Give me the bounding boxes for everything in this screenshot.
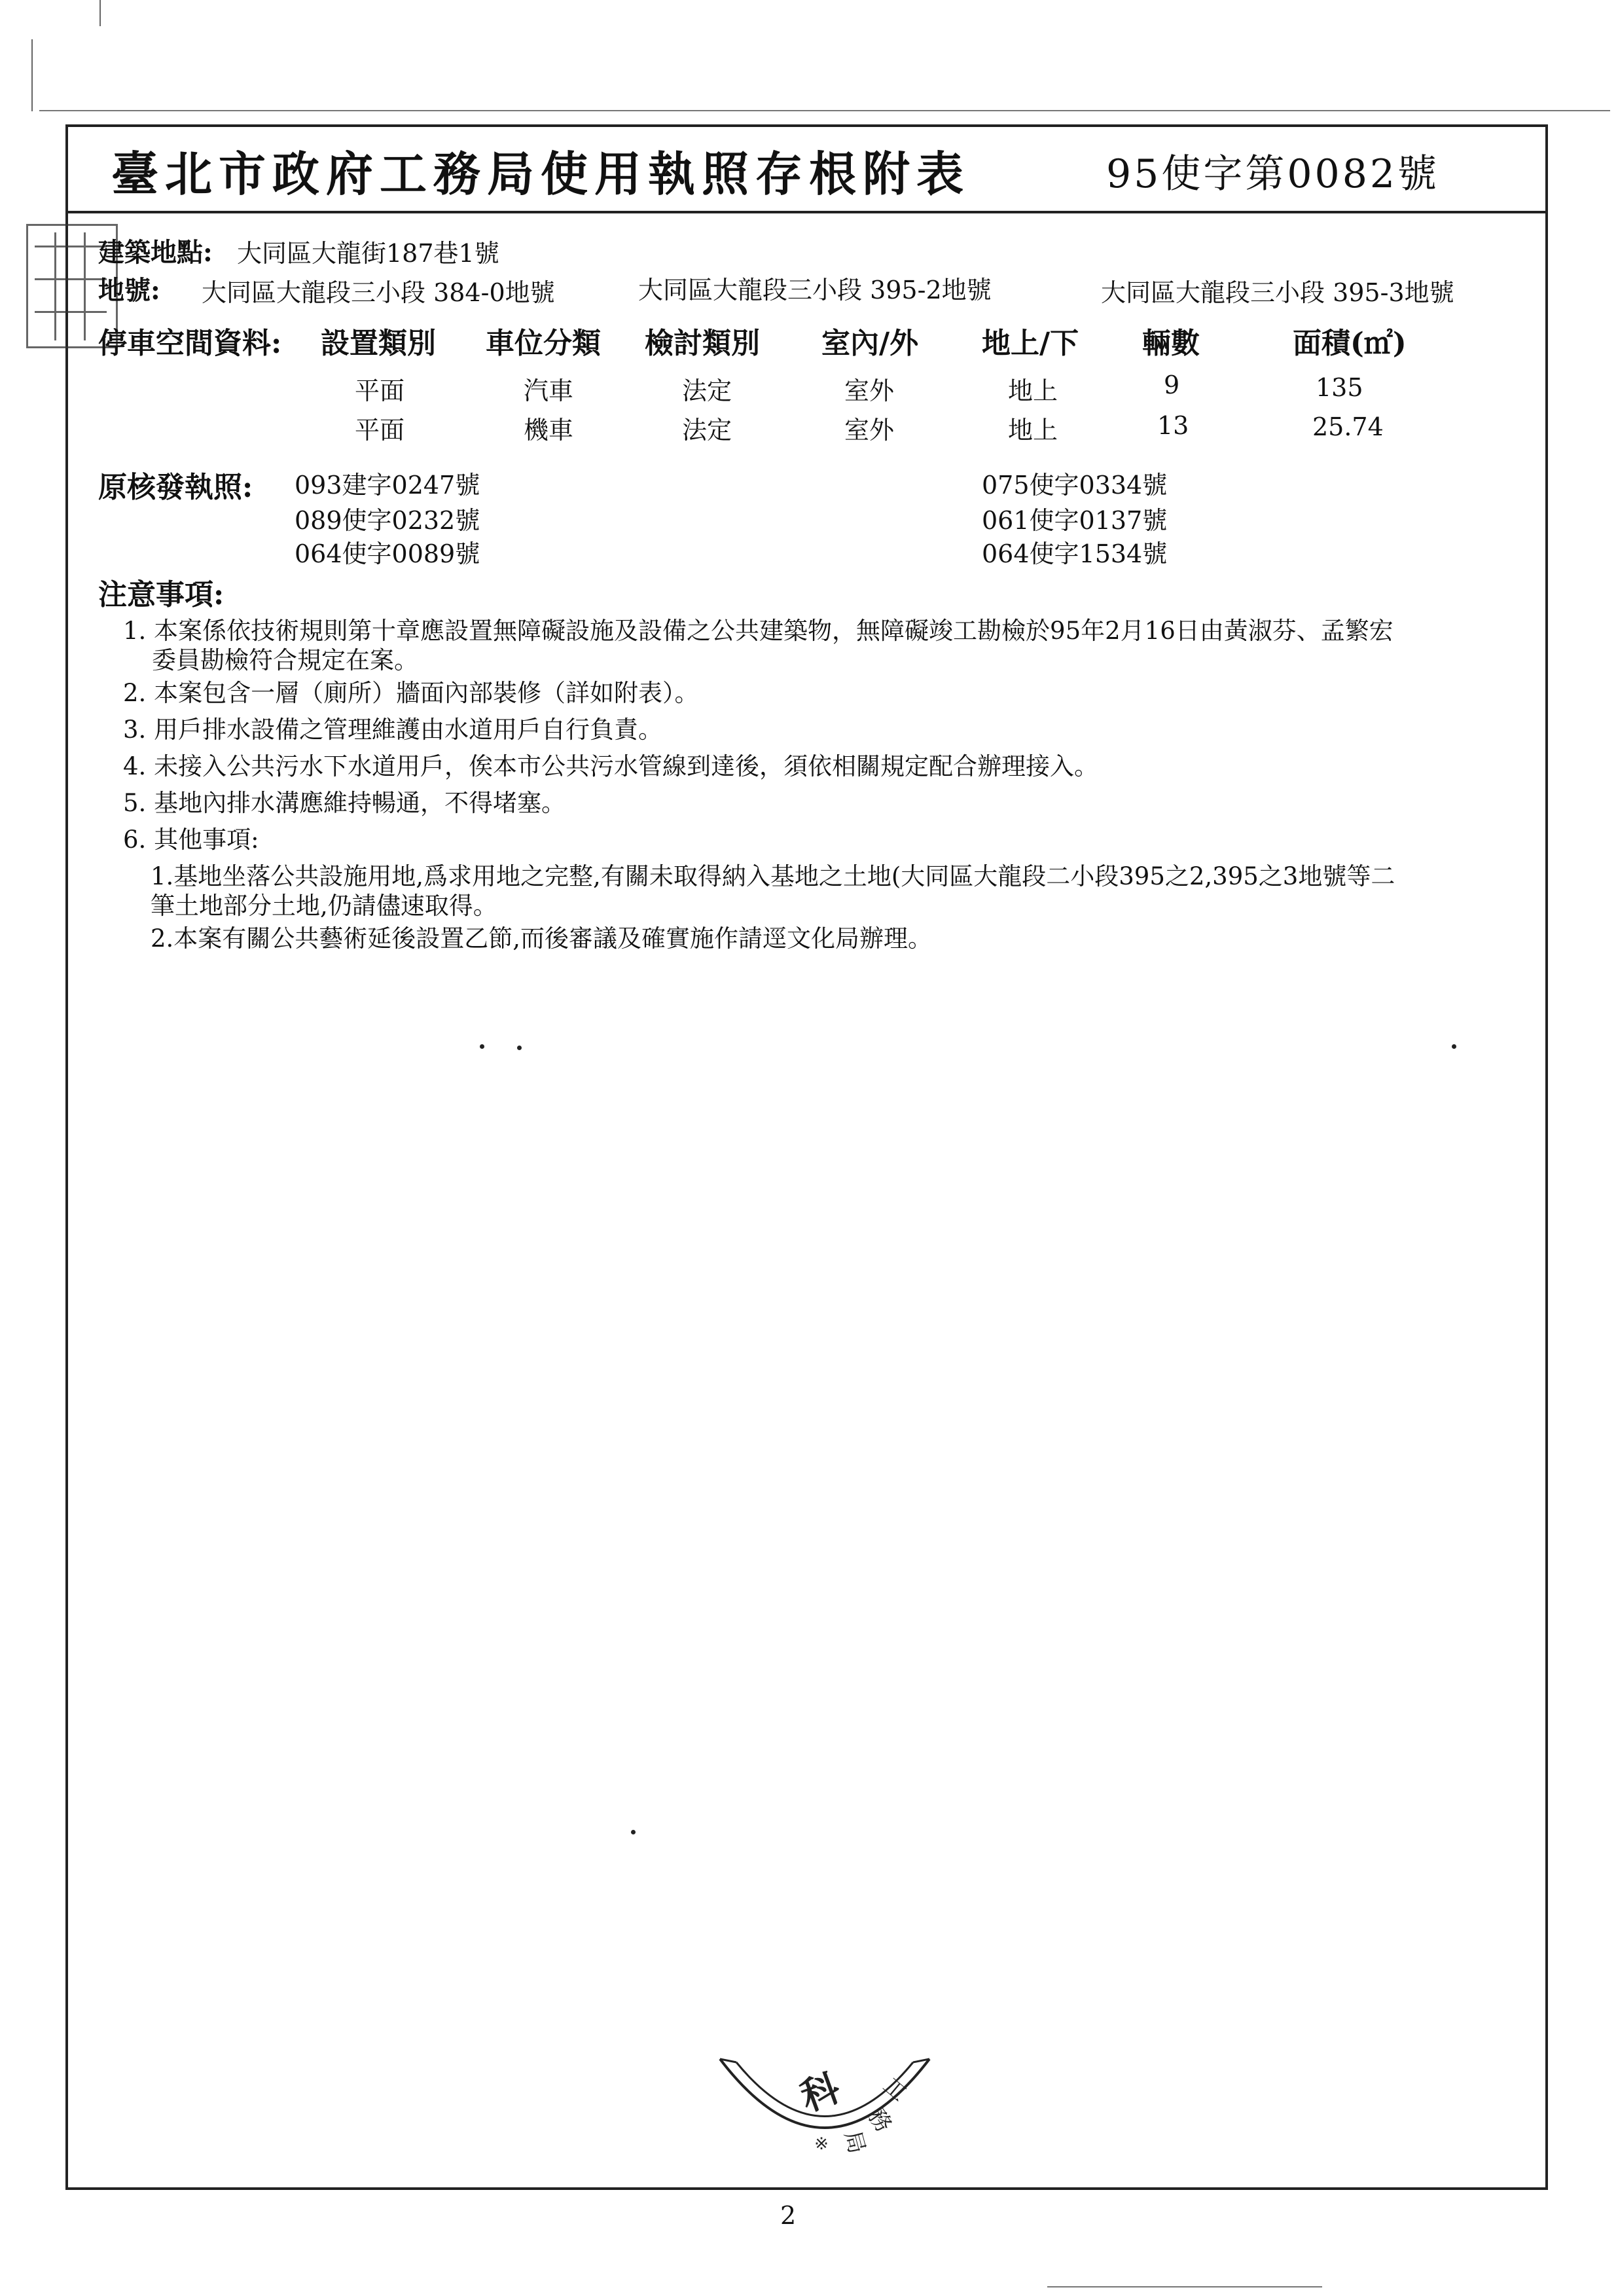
original-permit-item: 064使字0089號 (295, 539, 480, 568)
notes-label: 注意事項: (98, 578, 225, 611)
parking-cell: 平面 (355, 416, 405, 445)
parking-col-class: 車位分類 (486, 327, 601, 360)
lot-number-2: 大同區大龍段三小段 395-2地號 (638, 276, 992, 304)
note-item: 3. 用戶排水設備之管理維護由水道用戶自行負責。 (123, 716, 663, 744)
original-permit-item: 075使字0334號 (982, 471, 1168, 500)
original-permit-item: 089使字0232號 (295, 506, 480, 535)
scan-edge-line (1047, 2286, 1322, 2287)
note-item: 2. 本案包含一層（廁所）牆面內部裝修（詳如附表）。 (123, 679, 699, 707)
parking-cell: 法定 (682, 376, 732, 405)
parking-cell: 室外 (844, 376, 895, 405)
note-item: 1. 本案係依技術規則第十章應設置無障礙設施及設備之公共建築物，無障礙竣工勘檢於95年2月16日由黃淑芬、孟繁宏 (123, 617, 1393, 645)
parking-cell: 地上 (1008, 416, 1058, 445)
parking-cell: 地上 (1008, 376, 1058, 405)
page-number: 2 (780, 2201, 797, 2230)
lot-number-3: 大同區大龍段三小段 395-3地號 (1101, 278, 1454, 307)
parking-col-indoor: 室內/外 (821, 327, 919, 360)
svg-text:※: ※ (814, 2134, 829, 2154)
office-seal (707, 2046, 943, 2164)
parking-cell: 25.74 (1312, 412, 1384, 441)
note-subitem: 2.本案有關公共藝術延後設置乙節,而後審議及確實施作請逕文化局辦理。 (151, 924, 933, 953)
parking-cell: 機車 (524, 416, 574, 445)
location-label: 建築地點: (98, 237, 213, 268)
original-permit-item: 064使字1534號 (982, 539, 1168, 568)
scan-speck (517, 1046, 522, 1050)
svg-text:務: 務 (862, 2104, 897, 2138)
original-permit-item: 093建字0247號 (295, 471, 480, 500)
parking-cell: 平面 (355, 376, 405, 405)
note-item: 5. 基地內排水溝應維持暢通，不得堵塞。 (123, 789, 566, 817)
original-permits-label: 原核發執照: (98, 471, 253, 504)
original-permit-item: 061使字0137號 (982, 506, 1168, 535)
parking-label: 停車空間資料: (98, 327, 282, 360)
parking-cell: 汽車 (524, 376, 574, 405)
note-subitem: 筆土地部分土地,仍請儘速取得。 (151, 892, 497, 920)
note-subitem: 1.基地坐落公共設施用地,爲求用地之完整,有關未取得納入基地之土地(大同區大龍段二小段395之2,395之3地號等二 (151, 862, 1395, 890)
note-item: 委員勘檢符合規定在案。 (152, 646, 418, 674)
note-item: 4. 未接入公共污水下水道用戶，俟本市公共污水管線到達後，須依相關規定配合辦理接入。 (123, 752, 1099, 780)
note-item: 6. 其他事項: (123, 826, 259, 854)
parking-col-type: 設置類別 (321, 327, 436, 360)
lot-number-1: 大同區大龍段三小段 384-0地號 (202, 278, 555, 307)
location-value: 大同區大龍街187巷1號 (237, 239, 499, 268)
scan-edge-line (39, 110, 1610, 111)
parking-col-review: 檢討類別 (645, 327, 760, 360)
parking-cell: 法定 (682, 416, 732, 445)
parking-col-area: 面積(㎡) (1293, 327, 1407, 360)
permit-number: 95使字第0082號 (1106, 151, 1440, 197)
svg-text:局: 局 (838, 2128, 871, 2157)
parking-cell: 135 (1316, 373, 1363, 402)
title-divider (65, 211, 1548, 213)
page-title: 臺北市政府工務局使用執照存根附表 (111, 146, 971, 202)
parking-cell: 室外 (844, 416, 895, 445)
scan-margin-mark (99, 0, 101, 26)
scan-margin-mark (31, 39, 33, 111)
scan-speck (480, 1044, 484, 1049)
parking-col-count: 輛數 (1142, 327, 1200, 360)
svg-text:工: 工 (878, 2072, 912, 2107)
parking-col-level: 地上/下 (982, 327, 1079, 360)
svg-text:科: 科 (795, 2065, 846, 2121)
parking-cell: 9 (1164, 371, 1180, 399)
scan-speck (1452, 1044, 1456, 1049)
lot-label: 地號: (98, 275, 160, 306)
parking-cell: 13 (1157, 411, 1189, 440)
scan-speck (631, 1830, 636, 1834)
